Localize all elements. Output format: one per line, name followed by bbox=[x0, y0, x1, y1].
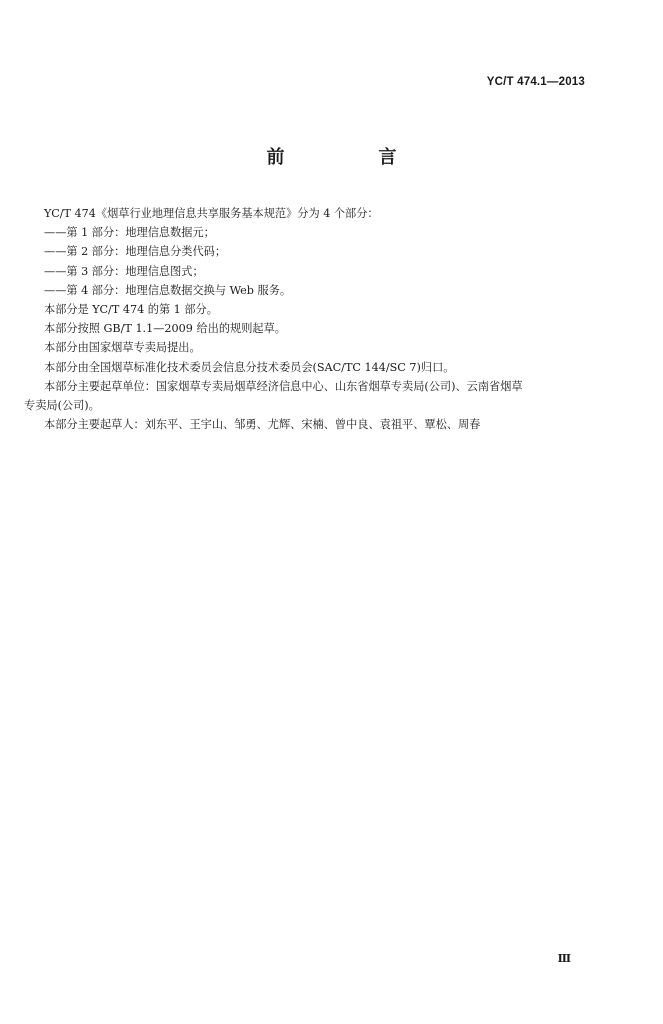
paragraph: 本部分主要起草人：刘东平、王宇山、邹勇、尤辉、宋楠、曾中良、袁祖平、覃松、周春 bbox=[44, 418, 481, 432]
paragraph-continuation: 专卖局(公司)。 bbox=[24, 399, 100, 413]
list-item: ——第 2 部分：地理信息分类代码； bbox=[44, 245, 227, 259]
paragraph: 本部分由国家烟草专卖局提出。 bbox=[44, 341, 201, 355]
paragraph: YC/T 474《烟草行业地理信息共享服务基本规范》分为 4 个部分： bbox=[44, 207, 379, 220]
standard-code: YC/T 474.1—2013 bbox=[486, 76, 585, 88]
page-title: 前 言 bbox=[266, 147, 435, 168]
list-item: ——第 3 部分：地理信息图式； bbox=[44, 264, 204, 278]
foreword-body bbox=[24, 204, 594, 434]
page-number: Ⅲ bbox=[557, 952, 571, 965]
list-item: ——第 4 部分：地理信息数据交换与 Web 服务。 bbox=[44, 283, 292, 297]
paragraph: 本部分主要起草单位：国家烟草专卖局烟草经济信息中心、山东省烟草专卖局(公司)、云南省烟草 bbox=[44, 379, 523, 393]
paragraph: 本部分由全国烟草标准化技术委员会信息分技术委员会(SAC/TC 144/SC 7)归口。 bbox=[44, 360, 455, 374]
list-item: ——第 1 部分：地理信息数据元； bbox=[44, 226, 215, 240]
paragraph: 本部分是 YC/T 474 的第 1 部分。 bbox=[44, 303, 218, 317]
paragraph: 本部分按照 GB/T 1.1—2009 给出的规则起草。 bbox=[44, 322, 286, 336]
